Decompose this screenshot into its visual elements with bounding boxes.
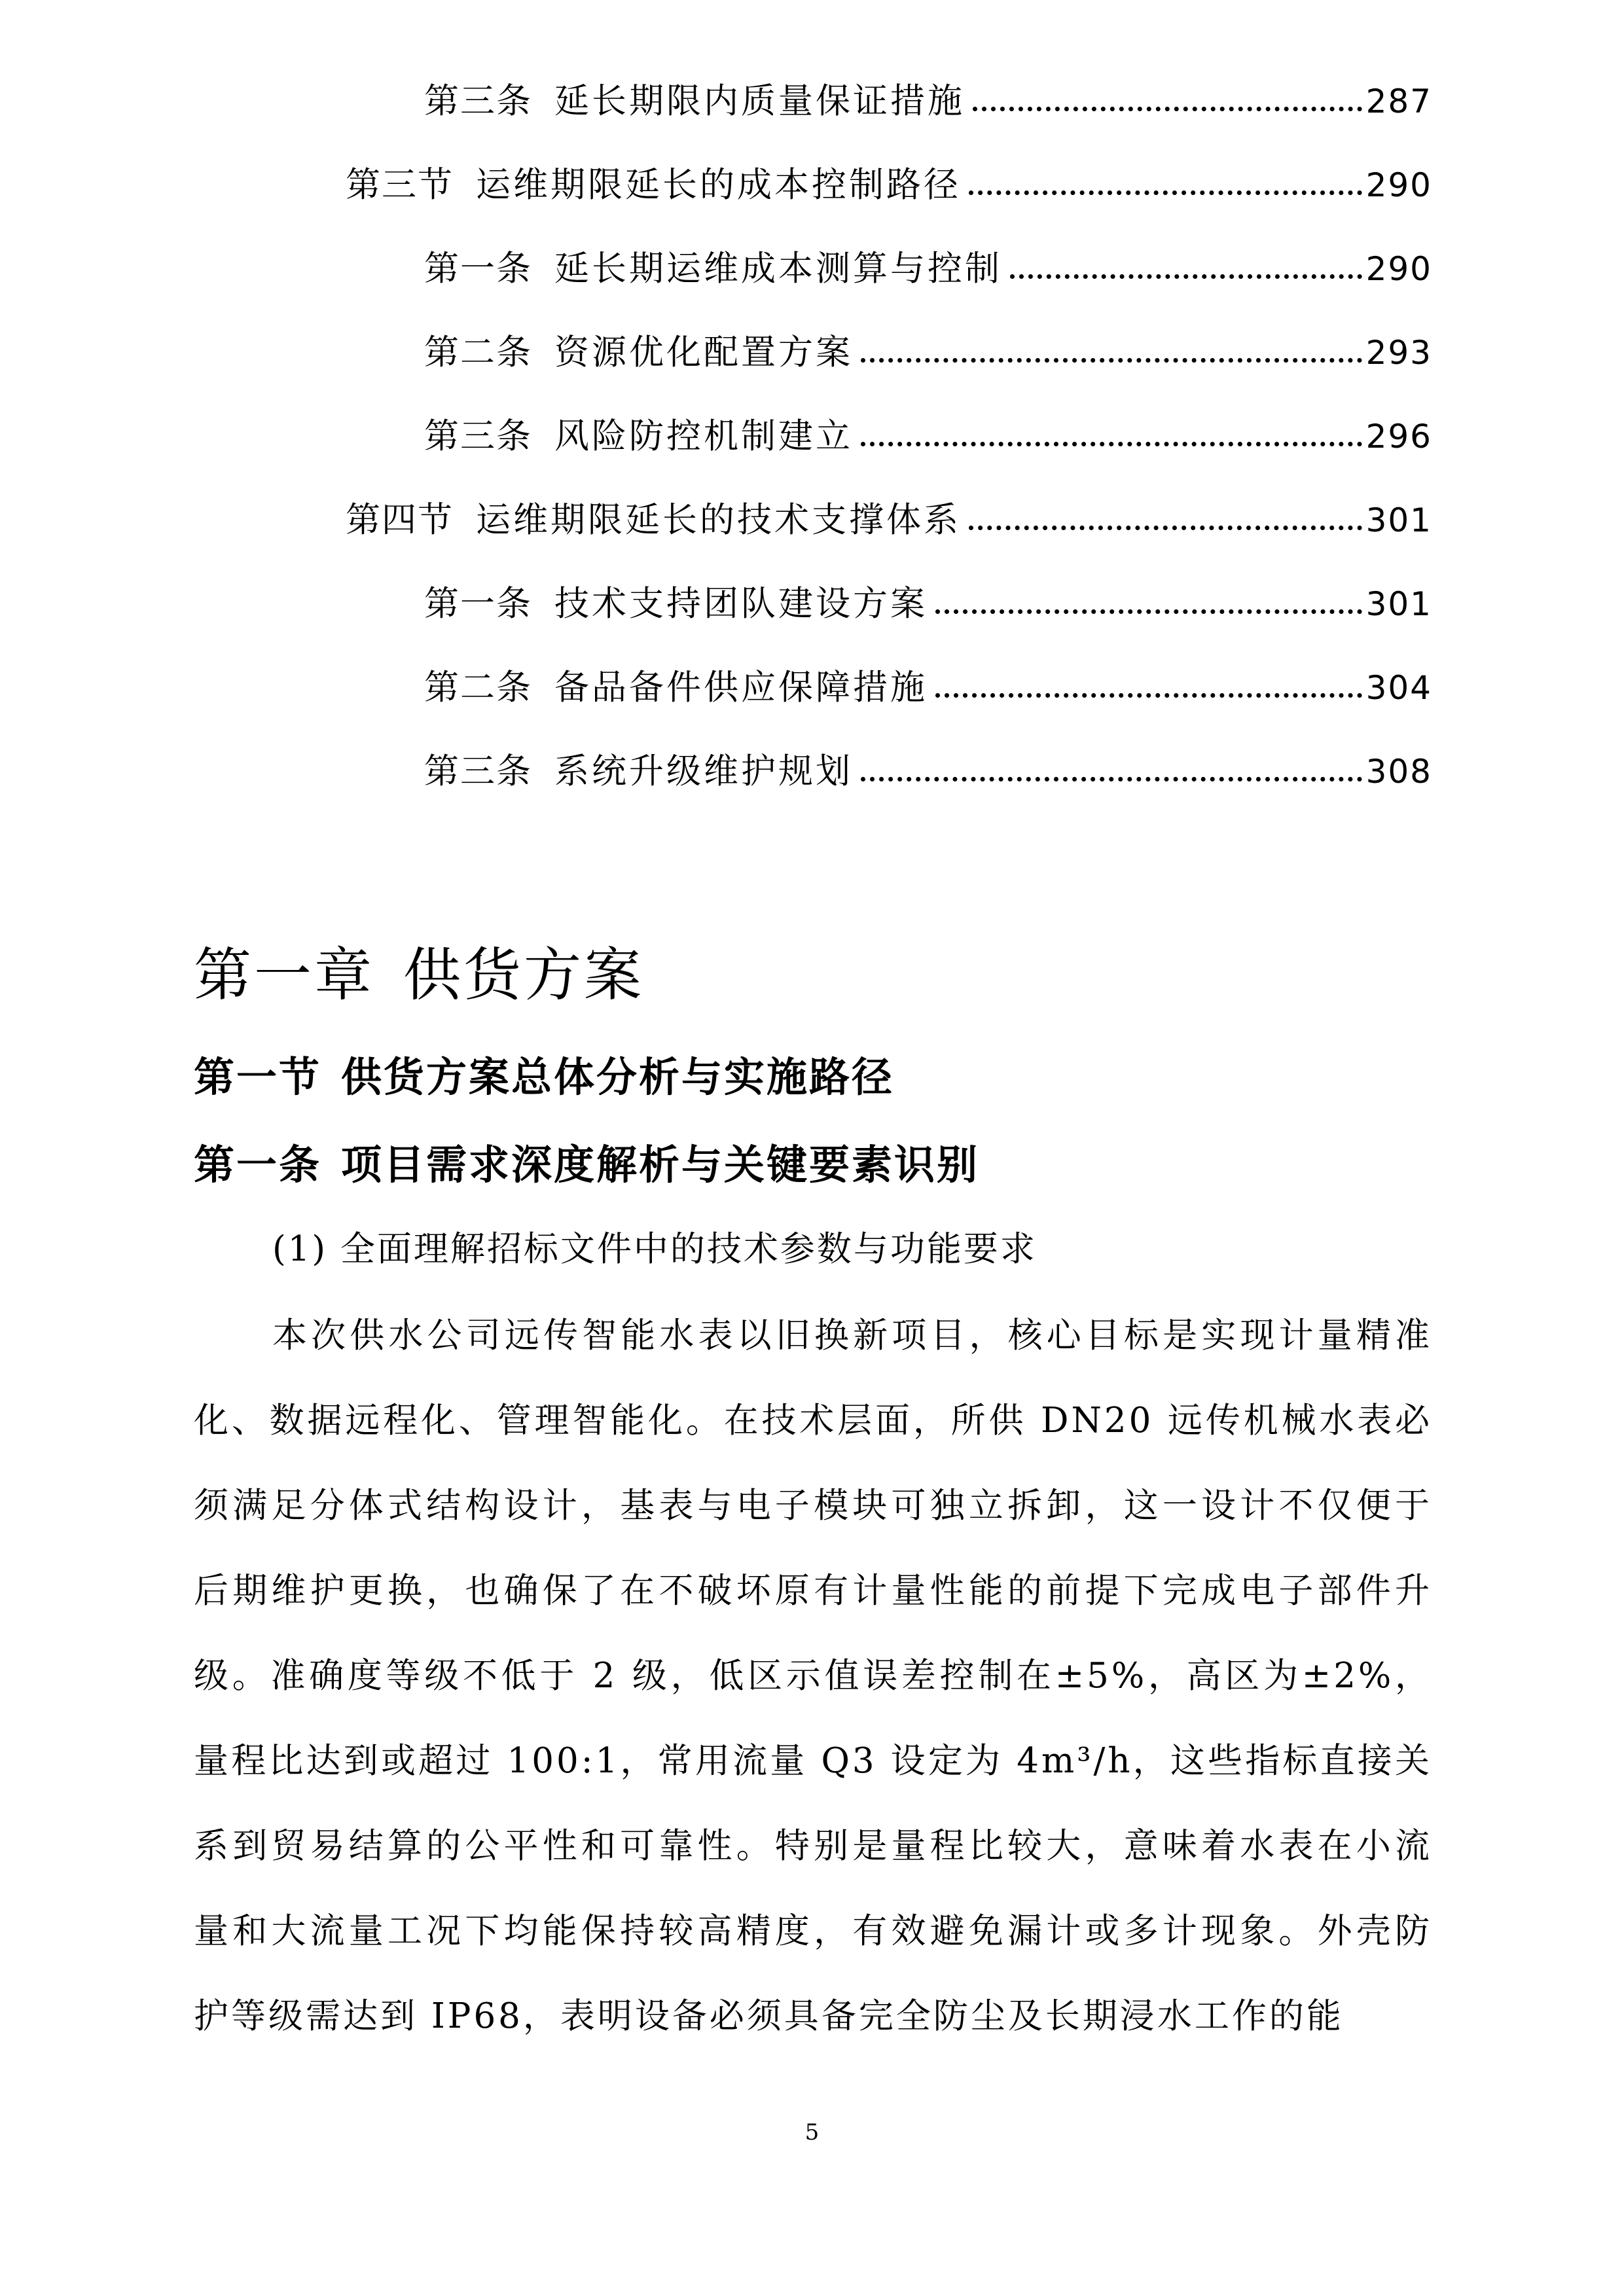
- toc-entry-title: 技术支持团队建设方案: [554, 584, 928, 624]
- toc-entry-page: 287: [1365, 82, 1432, 120]
- toc-entry-page: 290: [1365, 166, 1432, 204]
- toc-entry-number: 第二条: [424, 668, 532, 708]
- toc-entry-page: 304: [1365, 669, 1432, 707]
- toc-entry-number: 第四节: [346, 500, 454, 540]
- body-line: 系到贸易结算的公平性和可靠性。特别是量程比较大，意味着水表在小流: [194, 1826, 1432, 1866]
- toc-leader-dots: [969, 491, 1362, 550]
- body-line: 本次供水公司远传智能水表以旧换新项目，核心目标是实现计量精准: [272, 1316, 1432, 1355]
- toc-entry[interactable]: [424, 658, 1432, 717]
- chapter-name: 供货方案: [403, 941, 645, 1009]
- toc-entry[interactable]: [346, 156, 1432, 215]
- toc-entry-number: 第二条: [424, 332, 532, 372]
- body-line: 护等级需达到 IP68，表明设备必须具备完全防尘及长期浸水工作的能: [194, 1996, 1344, 2036]
- toc-entry[interactable]: [424, 72, 1432, 131]
- chapter-number: 第一章: [194, 941, 375, 1009]
- article-title: [194, 1132, 979, 1191]
- body-paragraph: [194, 1293, 1432, 2059]
- toc-entry-page: 301: [1365, 585, 1432, 623]
- toc-entry-title: 延长期运维成本测算与控制: [554, 249, 1002, 289]
- toc-leader-dots: [935, 575, 1362, 634]
- toc-entry[interactable]: [346, 491, 1432, 550]
- subpoint-heading: (1) 全面理解招标文件中的技术参数与功能要求: [272, 1229, 1037, 1269]
- article-name: 项目需求深度解析与关键要素识别: [341, 1141, 980, 1189]
- body-line: 须满足分体式结构设计，基表与电子模块可独立拆卸，这一设计不仅便于: [194, 1486, 1432, 1526]
- toc-entry-number: 第三条: [424, 751, 532, 791]
- toc-entry[interactable]: [424, 240, 1432, 298]
- toc-entry[interactable]: [424, 742, 1432, 801]
- body-line: 级。准确度等级不低于 2 级，低区示值误差控制在±5%，高区为±2%，: [194, 1656, 1432, 1696]
- toc-entry[interactable]: [424, 323, 1432, 382]
- toc-entry-number: 第三条: [424, 416, 532, 456]
- toc-entry-number: 第三条: [424, 81, 532, 121]
- toc-entry-title: 备品备件供应保障措施: [554, 668, 928, 708]
- body-line: 量和大流量工况下均能保持较高精度，有效避免漏计或多计现象。外壳防: [194, 1911, 1432, 1951]
- toc-leader-dots: [973, 72, 1362, 131]
- toc-entry-page: 301: [1365, 501, 1432, 539]
- body-line: 后期维护更换，也确保了在不破坏原有计量性能的前提下完成电子部件升: [194, 1571, 1432, 1611]
- body-line: 量程比达到或超过 100:1，常用流量 Q3 设定为 4m³/h，这些指标直接关: [194, 1741, 1432, 1781]
- toc-leader-dots: [1010, 240, 1362, 298]
- toc-entry-number: 第一条: [424, 249, 532, 289]
- toc-leader-dots: [861, 323, 1362, 382]
- section-number: 第一节: [194, 1053, 322, 1101]
- toc-entry-title: 系统升级维护规划: [554, 751, 853, 791]
- toc-leader-dots: [935, 658, 1362, 717]
- toc-entry[interactable]: [424, 575, 1432, 634]
- toc-entry-page: 290: [1365, 250, 1432, 288]
- article-number: 第一条: [194, 1141, 322, 1189]
- section-title: [194, 1045, 894, 1103]
- toc-entry-title: 运维期限延长的技术支撑体系: [476, 500, 961, 540]
- toc-entry-number: 第一条: [424, 584, 532, 624]
- toc-entry-title: 风险防控机制建立: [554, 416, 853, 456]
- toc-leader-dots: [861, 407, 1362, 466]
- body-line: 化、数据远程化、管理智能化。在技术层面，所供 DN20 远传机械水表必: [194, 1401, 1432, 1441]
- toc-entry[interactable]: [424, 407, 1432, 466]
- toc-entry-page: 296: [1365, 418, 1432, 456]
- toc-entry-title: 延长期限内质量保证措施: [554, 81, 965, 121]
- toc-entry-page: 308: [1365, 753, 1432, 791]
- toc-leader-dots: [969, 156, 1362, 215]
- toc-entry-title: 运维期限延长的成本控制路径: [476, 165, 961, 205]
- toc-leader-dots: [861, 742, 1362, 801]
- toc-entry-title: 资源优化配置方案: [554, 332, 853, 372]
- page-number: 5: [804, 2119, 820, 2145]
- toc-entry-page: 293: [1365, 334, 1432, 372]
- toc-entry-number: 第三节: [346, 165, 454, 205]
- chapter-title: [194, 929, 644, 1012]
- section-name: 供货方案总体分析与实施路径: [341, 1053, 895, 1101]
